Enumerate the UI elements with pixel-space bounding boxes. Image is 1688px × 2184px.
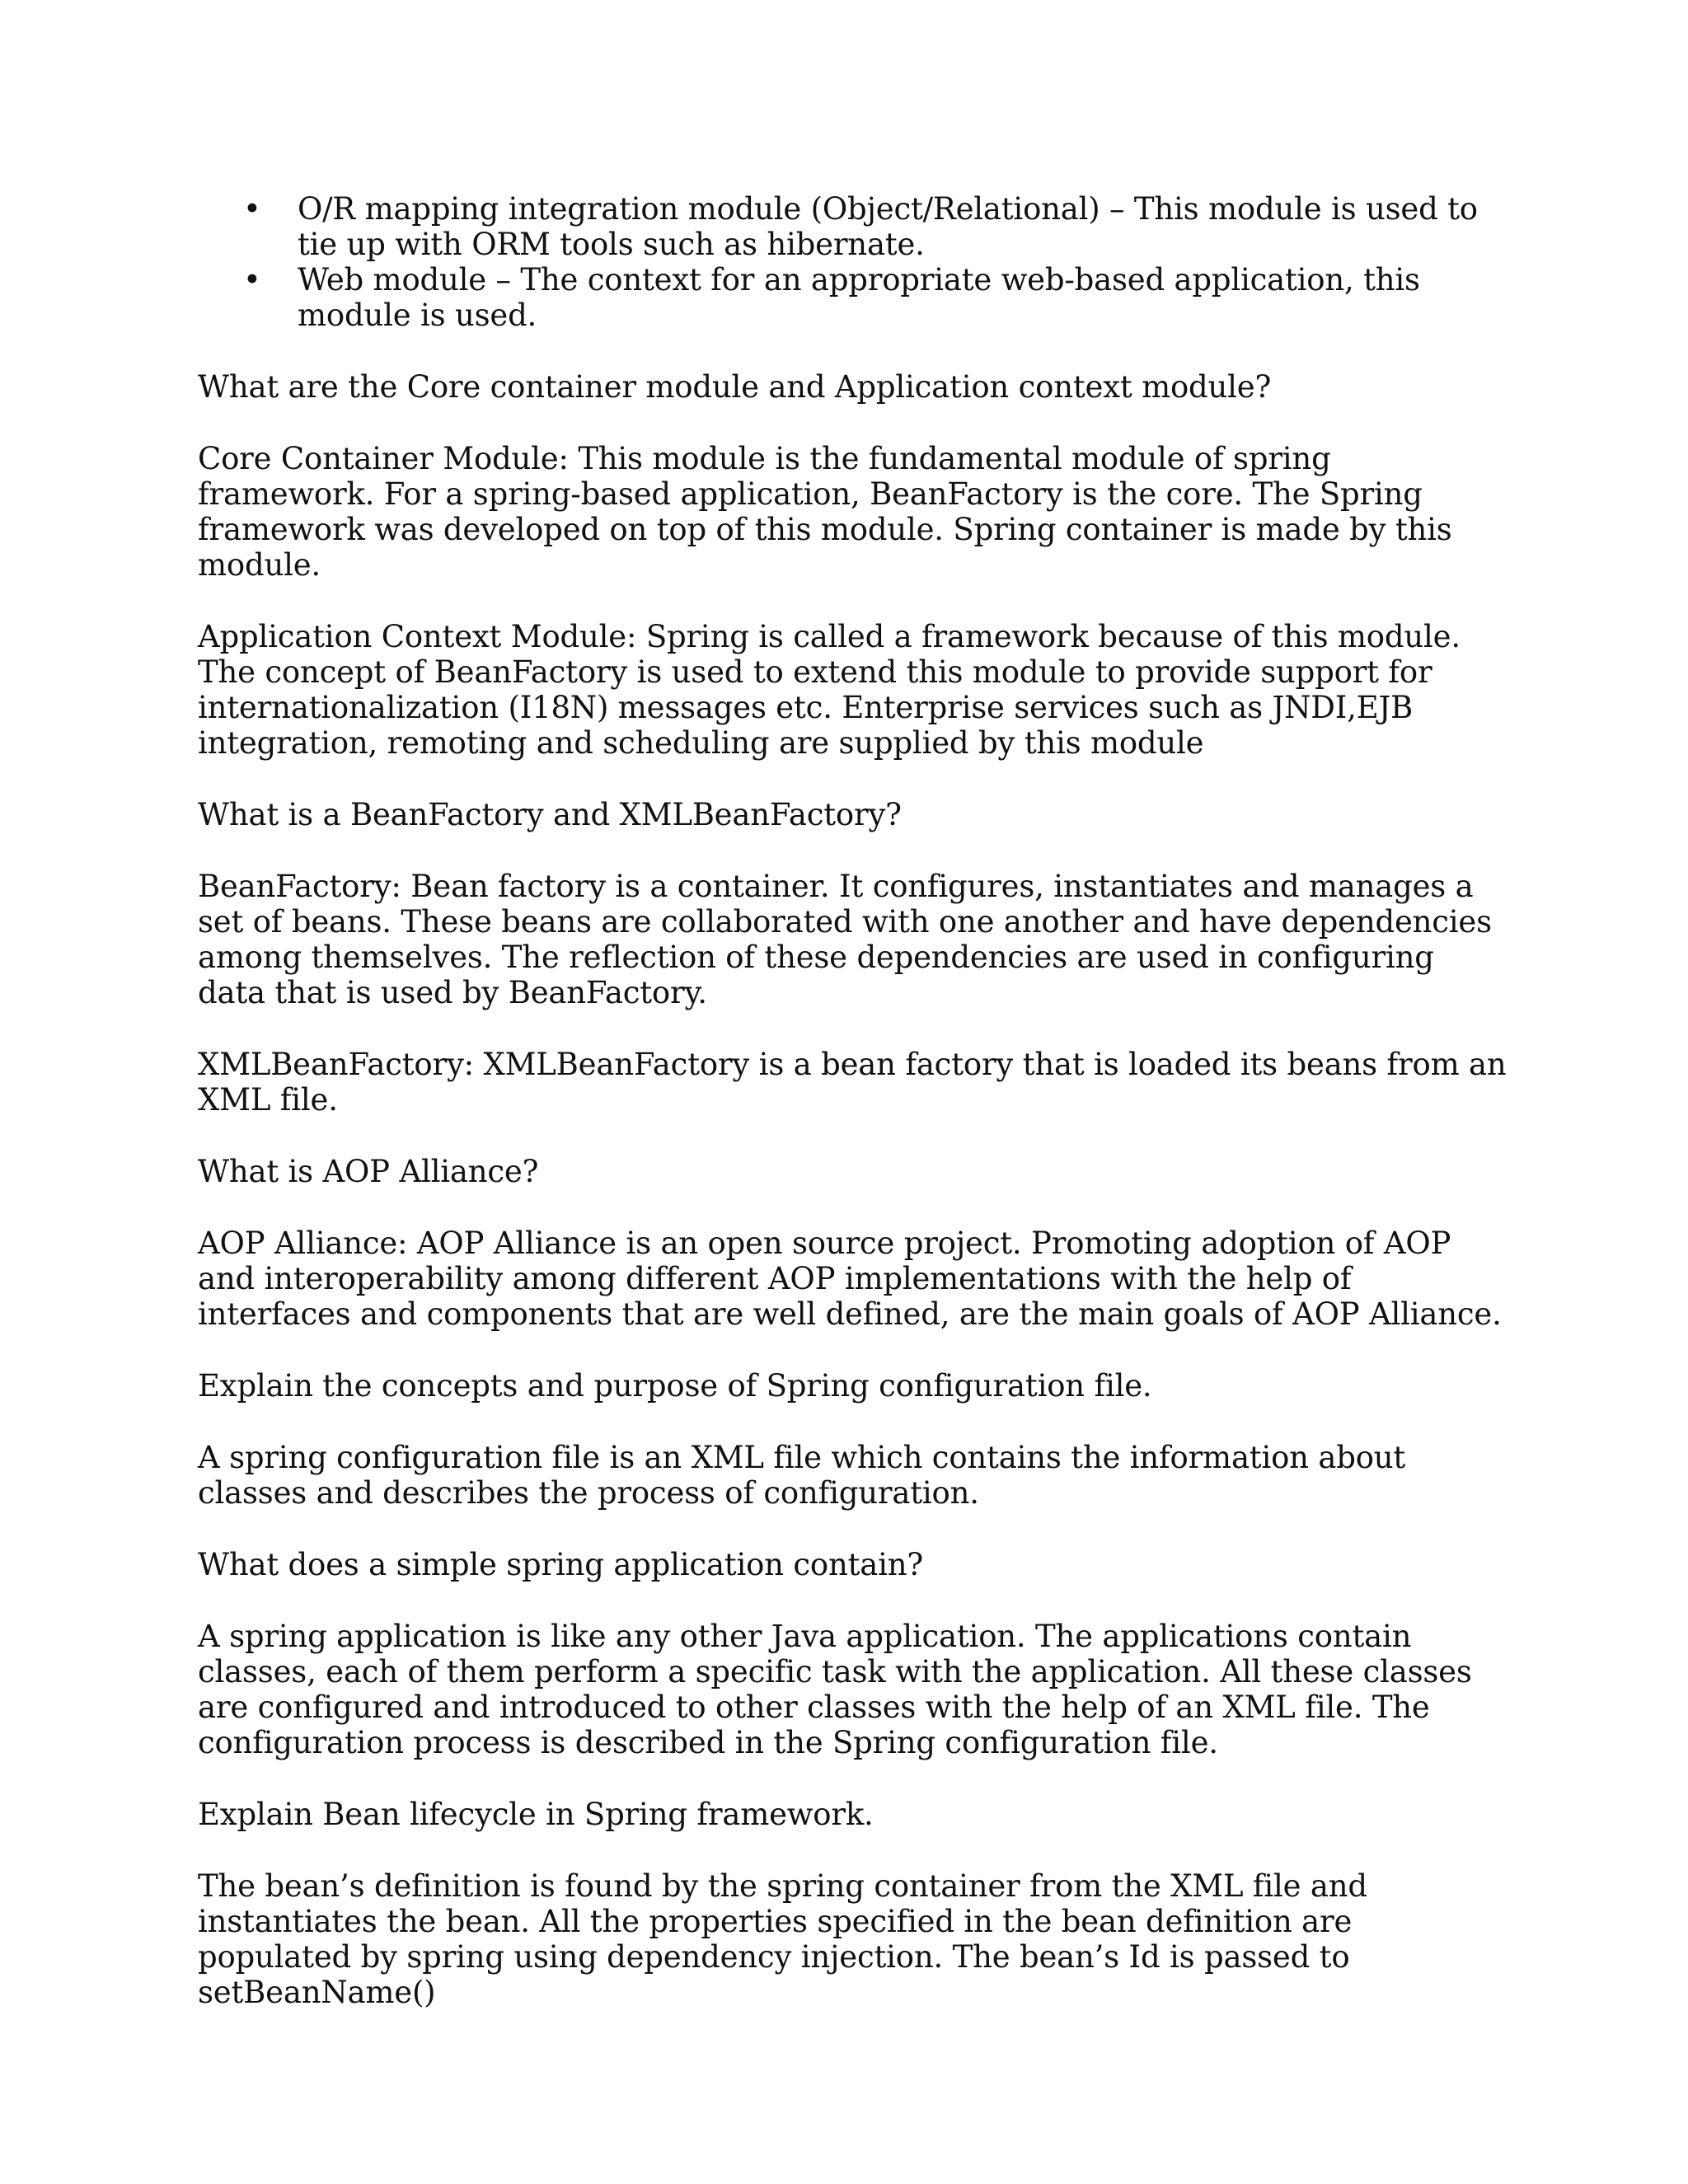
answer-aop-alliance: AOP Alliance: AOP Alliance is an open source project. Promoting adoption of AOP and interoperability among different AOP implementations with the help of interfaces and components that are well defined, are the main goals of AOP Alliance.	[198, 1226, 1502, 1332]
document-page	[198, 191, 1508, 2010]
question-bean-lifecycle: Explain Bean lifecycle in Spring framework.	[198, 1797, 874, 1832]
bullet-item-or-mapping	[198, 191, 1508, 262]
answer-application-context-module: Application Context Module: Spring is called a framework because of this module. The concept of BeanFactory is used to extend this module to provide support for internationalization (I18N) messages etc. Enterprise services such as JNDI,EJB integration, remoting and scheduling are supplied by this module	[198, 619, 1461, 761]
answer-spring-configuration-file: A spring configuration file is an XML file which contains the information about classes and describes the process of configuration.	[198, 1440, 1406, 1511]
question-beanfactory: What is a BeanFactory and XMLBeanFactory?	[198, 797, 902, 832]
answer-beanfactory: BeanFactory: Bean factory is a container. It configures, instantiates and manages a set of beans. These beans are collaborated with one another and have dependencies among themselves. The reflection of these dependencies are used in configuring data that is used by BeanFactory.	[198, 869, 1492, 1010]
answer-core-container-module: Core Container Module: This module is the fundamental module of spring framework. For a spring-based application, BeanFactory is the core. The Spring framework was developed on top of this module. Spring container is made by this module.	[198, 441, 1452, 583]
question-simple-spring-application: What does a simple spring application contain?	[198, 1547, 924, 1582]
answer-xmlbeanfactory: XMLBeanFactory: XMLBeanFactory is a bean factory that is loaded its beans from an XML file.	[198, 1047, 1507, 1118]
bullet-item-web-module	[198, 262, 1508, 333]
question-spring-configuration-file: Explain the concepts and purpose of Spring configuration file.	[198, 1368, 1152, 1404]
bullet-marker: •	[243, 191, 261, 227]
question-core-application-context: What are the Core container module and Application context module?	[198, 369, 1272, 405]
bullet-text: Web module – The context for an appropriate web-based application, this module is used.	[298, 262, 1420, 333]
question-aop-alliance: What is AOP Alliance?	[198, 1154, 539, 1189]
bullet-marker: •	[243, 262, 261, 298]
bullet-text: O/R mapping integration module (Object/Relational) – This module is used to tie up with ORM tools such as hibernate.	[298, 191, 1478, 262]
answer-simple-spring-application: A spring application is like any other Java application. The applications contain classes, each of them perform a specific task with the application. All these classes are configured and introduced to other classes with the help of an XML file. The configuration process is described in the Spring configuration file.	[198, 1619, 1472, 1760]
answer-bean-lifecycle: The bean’s definition is found by the spring container from the XML file and instantiates the bean. All the properties specified in the bean definition are populated by spring using dependency injection. The bean’s Id is passed to setBeanName()	[198, 1868, 1367, 2010]
module-bullet-list	[198, 191, 1508, 333]
